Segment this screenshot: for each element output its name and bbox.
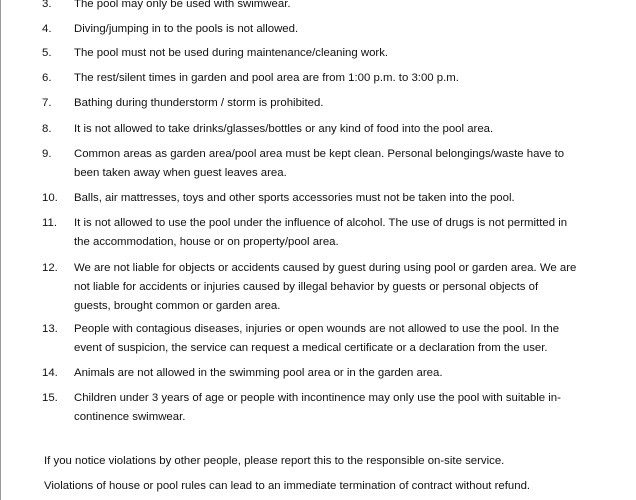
rule-text-line: the accommodation, house or on property/pool area.: [74, 236, 339, 248]
rule-number: 6.: [42, 72, 52, 84]
report-violations-notice: If you notice violations by other people, please report this to the responsible on-site service.: [44, 455, 505, 467]
rule-text-line: event of suspicion, the service can request a medical certificate or a declaration from the user.: [74, 342, 548, 354]
rule-number: 15.: [42, 392, 58, 404]
rule-text-line: People with contagious diseases, injuries or open wounds are not allowed to use the pool. In the: [74, 323, 560, 335]
rule-text-line: We are not liable for objects or accidents caused by guest during using pool or garden area. We are: [74, 262, 577, 274]
rule-text-line: The pool may only be used with swimwear.: [74, 0, 291, 10]
rule-text: [74, 389, 614, 427]
rule-number: 10.: [42, 192, 58, 204]
rule-text-line: The pool must not be used during maintenance/cleaning work.: [74, 47, 389, 59]
rule-number: 5.: [42, 47, 52, 59]
rule-number: 14.: [42, 367, 58, 379]
rule-text-line: been taken away when guest leaves area.: [74, 167, 287, 179]
rule-text-line: Animals are not allowed in the swimming pool area or in the garden area.: [74, 367, 443, 379]
rule-text-line: It is not allowed to take drinks/glasses/bottles or any kind of food into the pool area.: [74, 123, 494, 135]
page-edge-line: [0, 0, 1, 500]
rule-text-line: The rest/silent times in garden and pool area are from 1:00 p.m. to 3:00 p.m.: [74, 72, 459, 84]
rule-number: 3.: [42, 0, 52, 10]
rule-number: 4.: [42, 23, 52, 35]
rule-text-line: Children under 3 years of age or people with incontinence may only use the pool with suitable in-: [74, 392, 561, 404]
rule-number: 8.: [42, 123, 52, 135]
rule-text: [74, 0, 614, 14]
rule-text-line: not liable for accidents or injuries caused by illegal behavior by guests or personal objects of: [74, 281, 539, 293]
rule-text: [74, 94, 614, 113]
rule-text-line: continence swimwear.: [74, 411, 186, 423]
rule-text-line: Bathing during thunderstorm / storm is prohibited.: [74, 97, 324, 109]
rule-text: [74, 320, 614, 358]
rule-text-line: Common areas as garden area/pool area must be kept clean. Personal belongings/waste have to: [74, 148, 565, 160]
rule-number: 12.: [42, 262, 58, 274]
rule-text: [74, 120, 614, 139]
rule-text: [74, 145, 614, 183]
rule-text: [74, 364, 614, 383]
rule-text-line: guests, brought common or garden area.: [74, 300, 281, 312]
rule-text-line: Balls, air mattresses, toys and other sports accessories must not be taken into the pool.: [74, 192, 515, 204]
rule-text: [74, 259, 614, 316]
rule-text: [74, 189, 614, 208]
rule-text-line: Diving/jumping in to the pools is not allowed.: [74, 23, 299, 35]
rule-number: 7.: [42, 97, 52, 109]
termination-notice: Violations of house or pool rules can lead to an immediate termination of contract without refund.: [44, 480, 531, 492]
rule-text: [74, 214, 614, 252]
rule-text-line: It is not allowed to use the pool under the influence of alcohol. The use of drugs is not permitted in: [74, 217, 568, 229]
rule-text: [74, 20, 614, 39]
rule-number: 11.: [42, 217, 57, 229]
rule-number: 9.: [42, 148, 52, 160]
rule-text: [74, 69, 614, 88]
rule-number: 13.: [42, 323, 58, 335]
rule-text: [74, 44, 614, 63]
